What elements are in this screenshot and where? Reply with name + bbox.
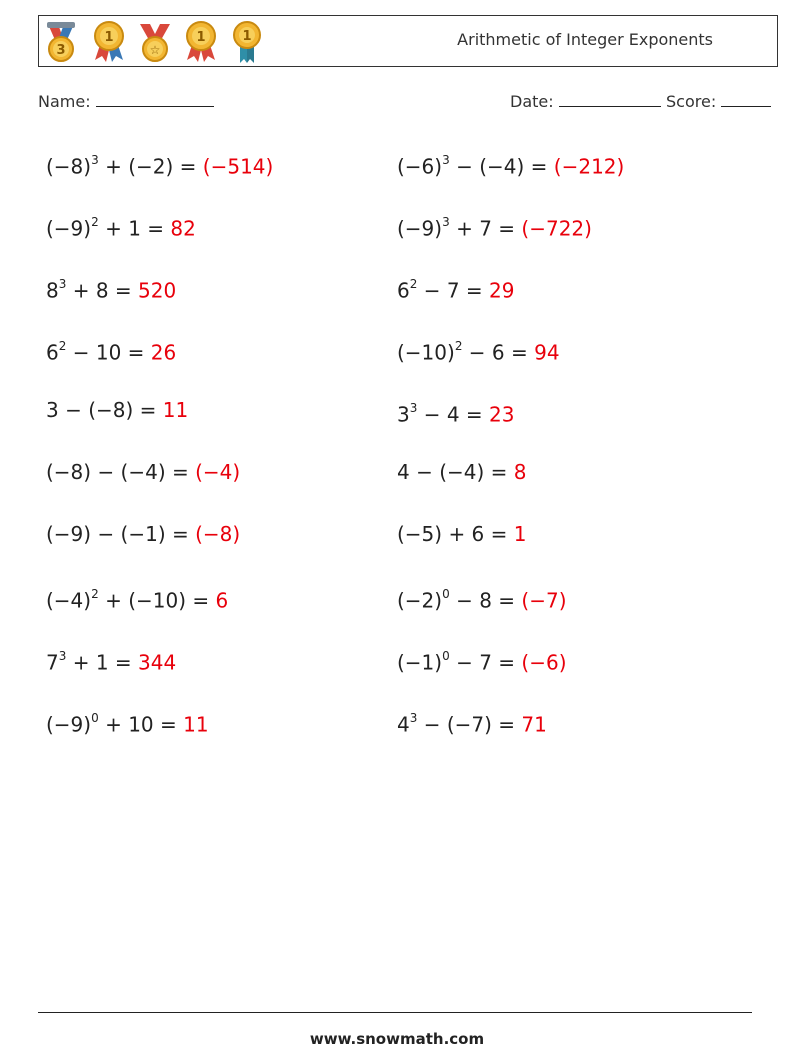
name-label: Name: <box>38 92 91 111</box>
problem-item <box>46 398 188 422</box>
problem-item <box>397 460 527 484</box>
score-field[interactable] <box>666 92 771 111</box>
problem-item <box>397 522 527 546</box>
problem-expression: (−4) <box>46 588 92 613</box>
problem-expression: (−8) <box>46 154 92 179</box>
problem-expression: (−6) <box>397 154 443 179</box>
problem-expression: 4 − (−4) = <box>397 460 514 484</box>
problem-expression: (−9) <box>397 216 443 241</box>
problem-item <box>397 398 515 427</box>
problem-item <box>46 150 273 179</box>
problem-item <box>46 708 209 737</box>
problem-expression: (−2) <box>397 588 443 613</box>
worksheet-title: Arithmetic of Integer Exponents <box>457 30 713 49</box>
problem-answer: 344 <box>138 650 177 675</box>
problem-expression: 6 <box>397 278 410 303</box>
problem-answer: 94 <box>534 340 560 365</box>
exponent: 3 <box>58 277 67 291</box>
problem-item <box>46 460 240 484</box>
medal-star-icon <box>137 20 173 64</box>
score-label: Score: <box>666 92 717 111</box>
exponent: 0 <box>442 587 450 601</box>
problem-item <box>397 584 567 613</box>
problem-expression: 6 <box>46 340 59 365</box>
problem-operation: − 7 = <box>417 278 490 303</box>
problem-item <box>397 708 547 737</box>
problem-operation: + 1 = <box>98 216 171 241</box>
date-blank[interactable] <box>559 92 661 107</box>
problem-answer: 26 <box>150 340 177 365</box>
problem-expression: 3 − (−8) = <box>46 398 163 422</box>
date-label: Date: <box>510 92 554 111</box>
footer-website: www.snowmath.com <box>309 1030 485 1048</box>
problem-item <box>397 336 560 365</box>
problem-answer: (−514) <box>202 154 274 179</box>
problem-answer: (−4) <box>195 460 241 484</box>
problem-operation: + 7 = <box>449 216 522 241</box>
exponent: 3 <box>409 711 418 725</box>
problem-answer: 8 <box>513 460 527 484</box>
rosette-1-icon <box>183 20 219 64</box>
exponent: 0 <box>442 649 450 663</box>
exponent: 3 <box>409 401 418 415</box>
problem-expression: 7 <box>46 650 59 675</box>
medal-number: 3 <box>56 43 66 58</box>
problem-operation: − 4 = <box>417 402 490 427</box>
problem-answer: (−6) <box>521 650 567 675</box>
problem-operation: + (−2) = <box>98 154 203 179</box>
problem-item <box>46 522 240 546</box>
problem-item <box>397 646 567 675</box>
exponent: 2 <box>91 215 99 229</box>
problem-item <box>46 274 176 303</box>
problem-expression: (−10) <box>397 340 455 365</box>
problem-expression: 4 <box>397 712 410 737</box>
problem-answer: 11 <box>183 712 209 737</box>
medal-number: 1 <box>104 30 114 45</box>
problem-operation: + 10 = <box>98 712 184 737</box>
problem-expression: 3 <box>397 402 410 427</box>
problem-expression: (−1) <box>397 650 443 675</box>
medal-3-icon <box>43 20 79 64</box>
problem-item <box>46 336 176 365</box>
problem-expression: (−5) + 6 = <box>397 522 514 546</box>
problem-answer: 82 <box>170 216 196 241</box>
exponent: 2 <box>58 339 67 353</box>
rosette-1-icon <box>91 20 127 64</box>
problem-answer: (−8) <box>195 522 241 546</box>
date-field[interactable] <box>510 92 661 111</box>
problem-operation: − (−4) = <box>449 154 554 179</box>
exponent: 2 <box>91 587 99 601</box>
problem-item <box>46 212 196 241</box>
problem-expression: (−8) − (−4) = <box>46 460 196 484</box>
problem-operation: − 6 = <box>462 340 535 365</box>
name-blank[interactable] <box>96 92 214 107</box>
exponent: 3 <box>91 153 99 167</box>
problem-operation: + 1 = <box>66 650 139 675</box>
problem-expression: (−9) − (−1) = <box>46 522 196 546</box>
problem-item <box>397 274 515 303</box>
problem-operation: − 8 = <box>449 588 522 613</box>
problem-operation: + (−10) = <box>98 588 216 613</box>
medal-number: 1 <box>196 30 206 45</box>
problem-item <box>397 150 624 179</box>
problem-expression: (−9) <box>46 712 92 737</box>
header-box <box>38 15 778 67</box>
problem-operation: + 8 = <box>66 278 139 303</box>
footer-divider <box>38 1012 752 1013</box>
problem-item <box>46 584 228 613</box>
problem-answer: 1 <box>513 522 527 546</box>
exponent: 3 <box>442 215 450 229</box>
problem-expression: (−9) <box>46 216 92 241</box>
problem-operation: − (−7) = <box>417 712 522 737</box>
medal-number: 1 <box>242 29 252 44</box>
exponent: 2 <box>454 339 463 353</box>
problem-answer: (−722) <box>521 216 592 241</box>
problem-expression: 8 <box>46 278 59 303</box>
problem-answer: 29 <box>489 278 515 303</box>
exponent: 3 <box>58 649 67 663</box>
problem-item <box>46 646 176 675</box>
name-field[interactable] <box>38 92 214 111</box>
score-blank[interactable] <box>721 92 771 107</box>
problem-answer: (−7) <box>521 588 567 613</box>
exponent: 3 <box>442 153 450 167</box>
problem-answer: 71 <box>521 712 547 737</box>
problem-answer: (−212) <box>553 154 625 179</box>
problem-answer: 11 <box>162 398 189 422</box>
problem-answer: 520 <box>138 278 177 303</box>
problem-operation: − 10 = <box>66 340 151 365</box>
problem-operation: − 7 = <box>449 650 522 675</box>
medal-number: ☆ <box>149 43 161 57</box>
problem-item <box>397 212 592 241</box>
exponent: 0 <box>91 711 99 725</box>
exponent: 2 <box>409 277 418 291</box>
problem-answer: 6 <box>215 588 229 613</box>
problem-answer: 23 <box>489 402 515 427</box>
award-ribbon-1-icon <box>229 20 265 64</box>
